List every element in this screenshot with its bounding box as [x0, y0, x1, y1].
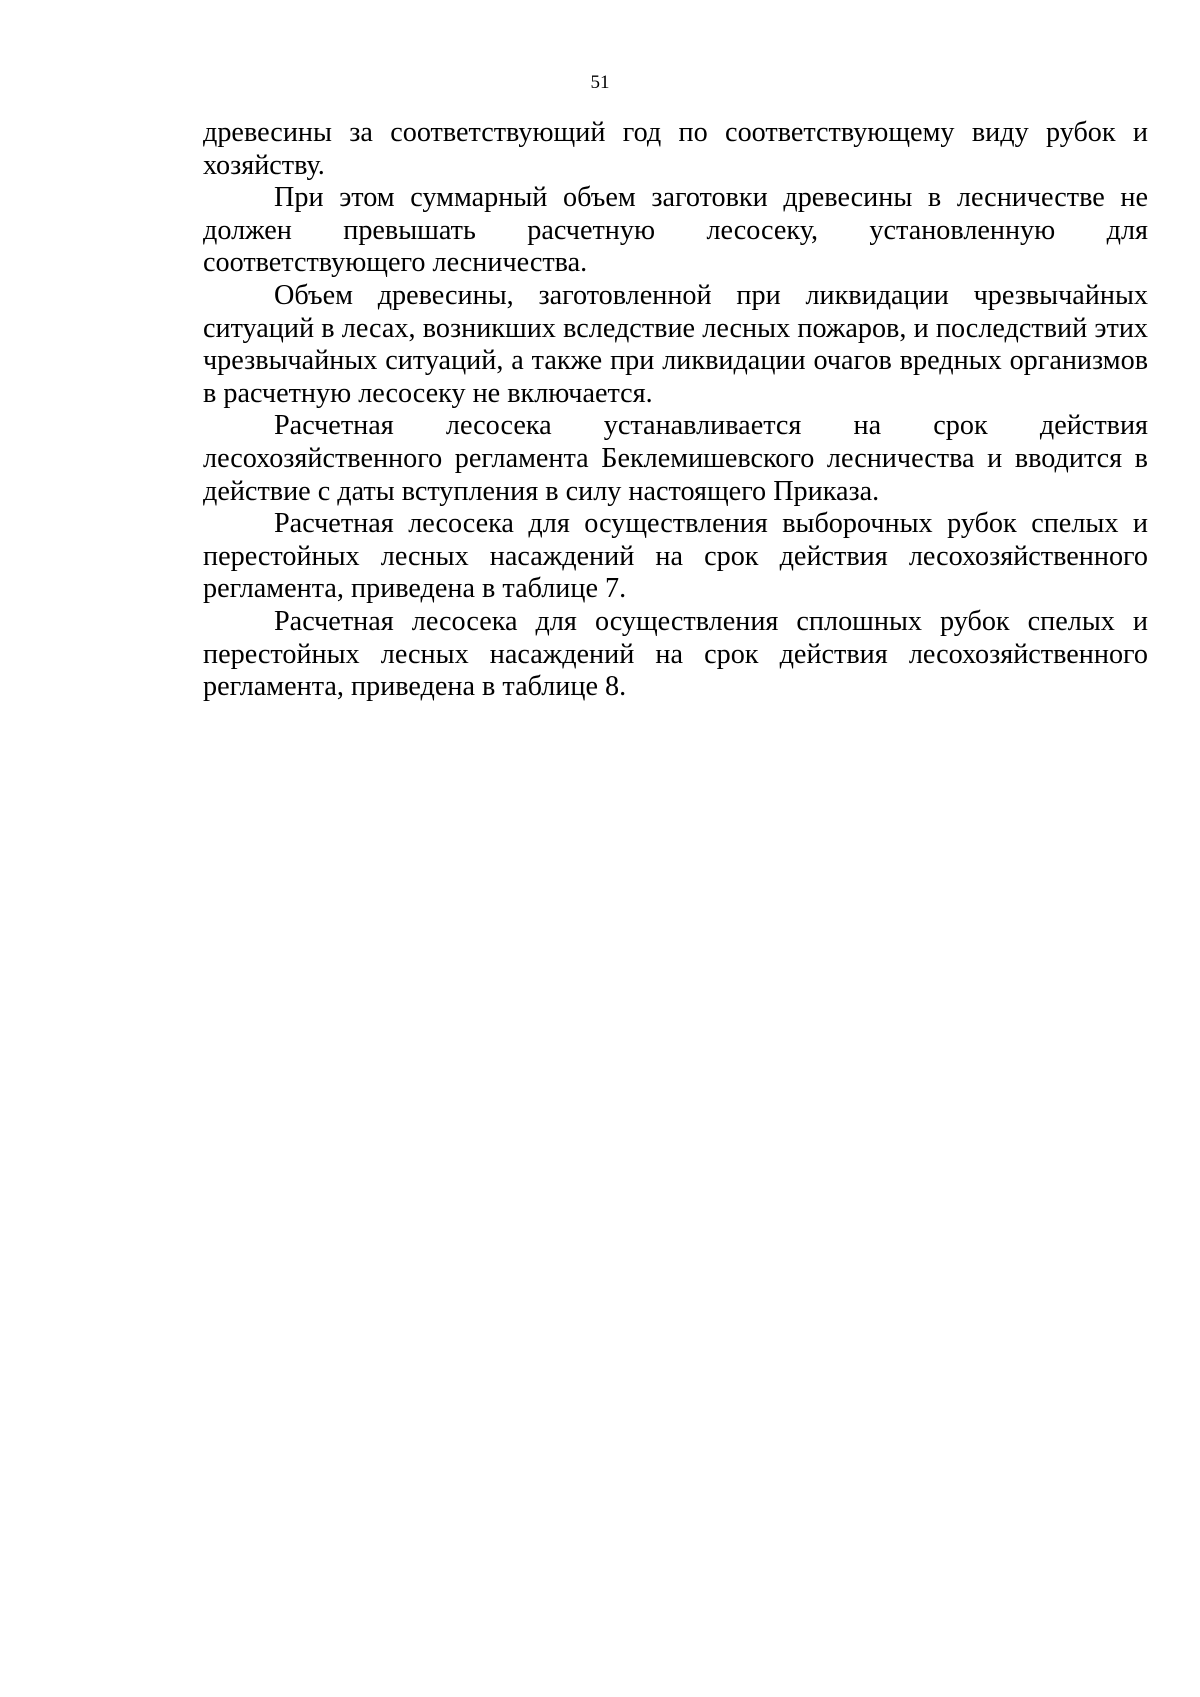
page-number: 51 [590, 72, 610, 93]
paragraph-selective-cutting-table: Расчетная лесосека для осуществления выборочных рубок спелых и перестойных лесных насаждений на срок действия лесохозяйственного регламента, приведена в таблице 7. [203, 508, 1148, 605]
document-body [203, 117, 1148, 704]
paragraph-emergency-volume: Объем древесины, заготовленной при ликвидации чрезвычайных ситуаций в лесах, возникших вследствие лесных пожаров, и последствий этих чрезвычайных ситуаций, а также при ликвидации очагов вредных организмов в расчетную лесосеку не включается. [203, 279, 1148, 409]
paragraph-clear-cutting-table: Расчетная лесосека для осуществления сплошных рубок спелых и перестойных лесных насаждений на срок действия лесохозяйственного регламента, приведена в таблице 8. [203, 605, 1148, 703]
paragraph-continuation: древесины за соответствующий год по соответствующему виду рубок и хозяйству. [203, 117, 1148, 181]
paragraph-total-volume-limit: При этом суммарный объем заготовки древесины в лесничестве не должен превышать расчетную лесосеку, установленную для соответствующего лесничества. [203, 182, 1148, 279]
paragraph-allowable-cut-term: Расчетная лесосека устанавливается на срок действия лесохозяйственного регламента Беклемишевского лесничества и вводится в действие с даты вступления в силу настоящего Приказа. [203, 410, 1148, 507]
